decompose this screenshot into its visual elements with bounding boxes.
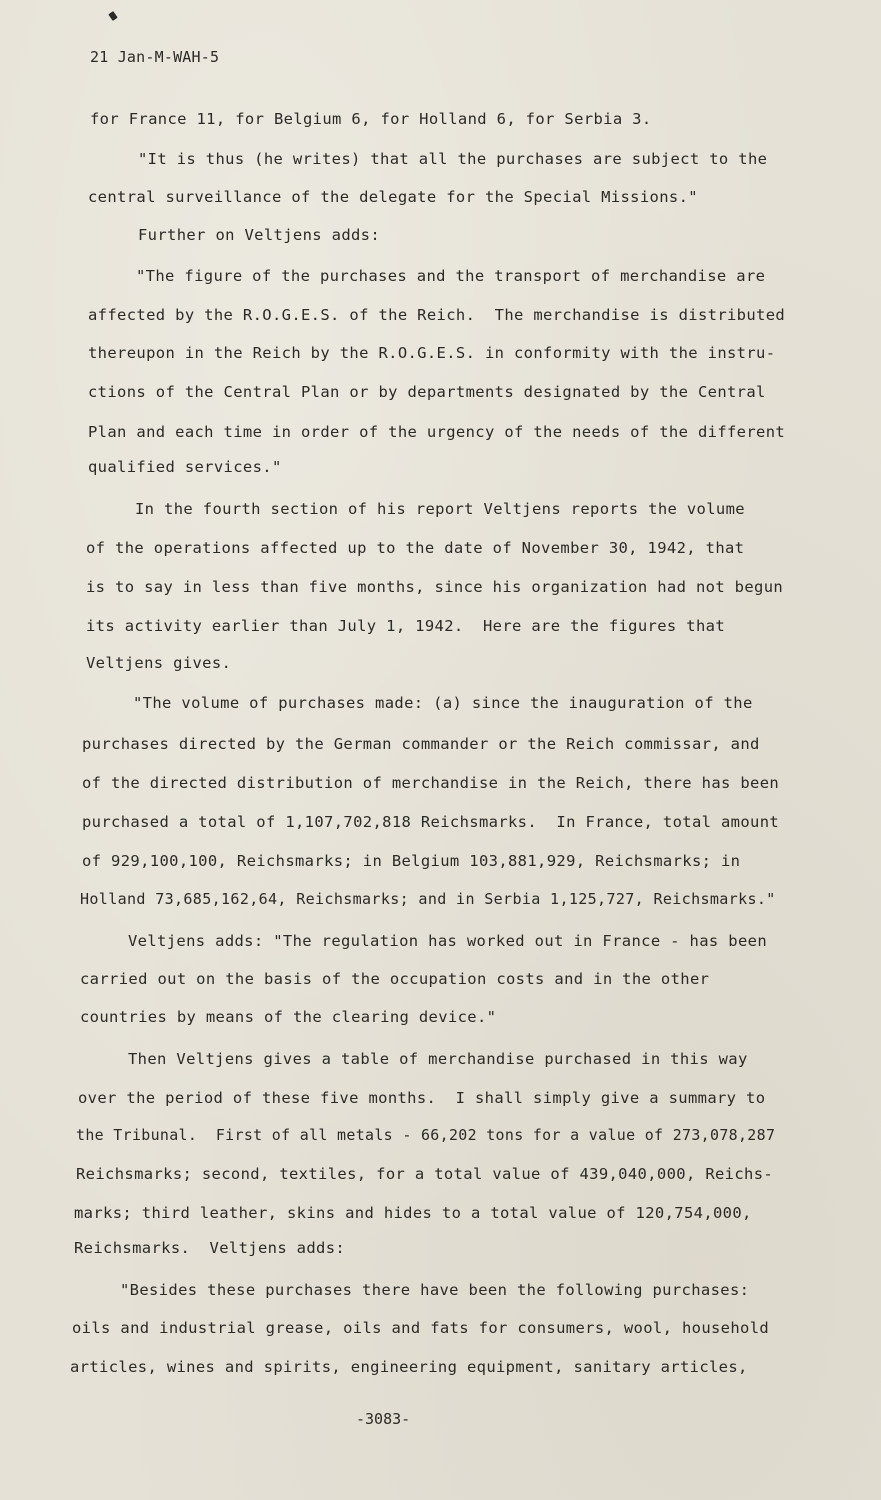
text-line: the Tribunal. First of all metals - 66,202 tons for a value of 273,078,287 [76,1126,776,1144]
text-line: Plan and each time in order of the urgency of the needs of the different [88,423,786,441]
text-line: is to say in less than five months, since his organization had not begun [86,578,784,596]
page-number: -3083- [356,1410,411,1428]
text-line: Then Veltjens gives a table of merchandise purchased in this way [128,1050,748,1068]
text-line: "Besides these purchases there have been the following purchases: [120,1281,750,1299]
text-line: qualified services." [88,458,282,476]
text-line: carried out on the basis of the occupation costs and in the other [80,970,710,988]
text-line: oils and industrial grease, oils and fats for consumers, wool, household [72,1319,770,1337]
text-line: purchased a total of 1,107,702,818 Reichsmarks. In France, total amount [82,813,780,831]
text-line: Veltjens adds: "The regulation has worked out in France - has been [128,932,767,950]
text-line: for France 11, for Belgium 6, for Holland 6, for Serbia 3. [90,110,652,128]
text-line: Holland 73,685,162,64, Reichsmarks; and in Serbia 1,125,727, Reichsmarks." [80,890,776,908]
text-line: "The figure of the purchases and the transport of merchandise are [136,267,766,285]
text-line: of the operations affected up to the date of November 30, 1942, that [86,539,745,557]
text-line: In the fourth section of his report Veltjens reports the volume [135,500,745,518]
text-line: of 929,100,100, Reichsmarks; in Belgium 103,881,929, Reichsmarks; in [82,852,741,870]
text-line: "The volume of purchases made: (a) since the inauguration of the [133,694,753,712]
text-line: ctions of the Central Plan or by departments designated by the Central [88,383,766,401]
text-line: affected by the R.O.G.E.S. of the Reich. The merchandise is distributed [88,306,786,324]
text-line: Reichsmarks; second, textiles, for a total value of 439,040,000, Reichs- [76,1165,774,1183]
document-reference: 21 Jan-M-WAH-5 [90,48,220,66]
text-line: Reichsmarks. Veltjens adds: [74,1239,346,1257]
text-line: "It is thus (he writes) that all the purchases are subject to the [138,150,768,168]
text-line: of the directed distribution of merchandise in the Reich, there has been [82,774,780,792]
text-line: over the period of these five months. I shall simply give a summary to [78,1089,766,1107]
text-line: purchases directed by the German commander or the Reich commissar, and [82,735,760,753]
text-line: Veltjens gives. [86,654,232,672]
text-line: marks; third leather, skins and hides to a total value of 120,754,000, [74,1204,752,1222]
text-line: central surveillance of the delegate for the Special Missions." [88,188,698,206]
text-line: articles, wines and spirits, engineering equipment, sanitary articles, [70,1358,748,1376]
text-line: countries by means of the clearing device." [80,1008,497,1026]
text-line: thereupon in the Reich by the R.O.G.E.S. in conformity with the instru- [88,344,776,362]
text-line: its activity earlier than July 1, 1942. Here are the figures that [86,617,725,635]
text-line: Further on Veltjens adds: [138,226,381,244]
